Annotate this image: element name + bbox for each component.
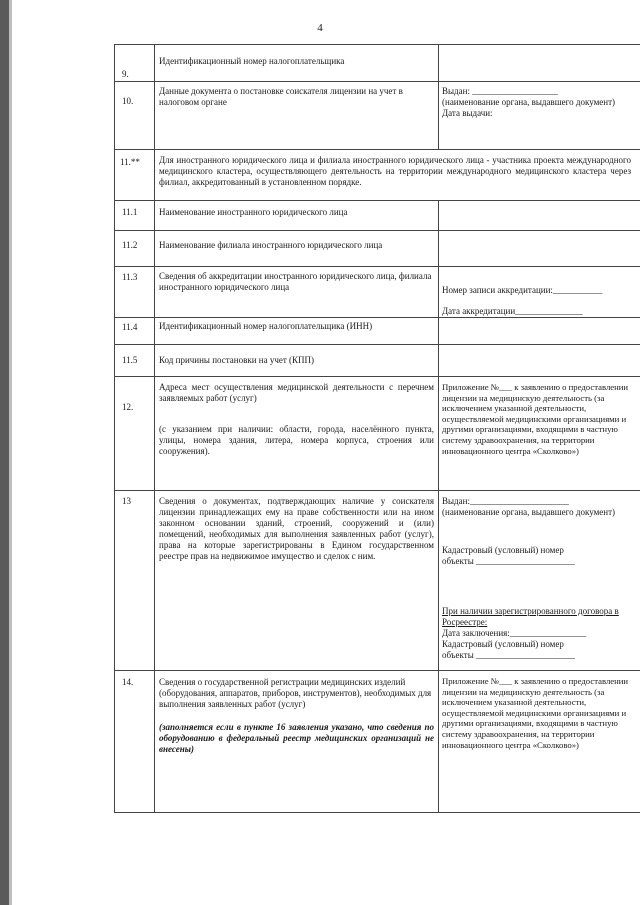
row-border: [114, 81, 640, 82]
row-number: 11.**: [120, 157, 140, 167]
field-note: (с указанием при наличии: области, города, населённого пункта, улицы, номера здания, литера, номера корпуса, строения или сооружения).: [159, 424, 434, 456]
section-header: Для иностранного юридического лица и филиала иностранного юридического лица - участника проекта международного медицинского кластера, осуществляющего деятельность на территории международного медицинского кластера через филиал, аккредитованный в установленном порядке.: [159, 155, 631, 187]
row-number: 12.: [122, 402, 134, 412]
row-border: [114, 317, 640, 318]
field-value: Дата заключения:_________________ Кадастровый (условный) номер объекты ______________________: [442, 628, 587, 660]
table-border-bottom: [114, 812, 640, 813]
row-border: [114, 266, 640, 267]
row-border: [114, 44, 640, 45]
field-value: Приложение №___ к заявлению о предоставлении лицензии на медицинскую деятельность (за исключением указанной деятельности, осуществляемой медицинскими организациями и другими организациями, входящими в частную систему здравоохранения, на территории инновационного центра «Сколково»): [442, 676, 629, 750]
field-value: Дата аккредитации_______________: [442, 306, 583, 316]
row-number: 11.1: [122, 207, 138, 217]
row-number: 11.3: [122, 272, 138, 282]
page-number: 4: [317, 22, 323, 34]
row-border: [114, 344, 640, 345]
scan-edge-light: [9, 0, 12, 905]
row-border: [114, 376, 640, 377]
field-label: Наименование иностранного юридического лица: [159, 207, 348, 217]
field-label: Данные документа о постановке соискателя лицензии на учет в налоговом органе: [159, 86, 403, 107]
field-note: (заполняется если в пункте 16 заявления указано, что сведения по оборудованию в федеральный реестр медицинских организаций не внесены): [159, 722, 434, 754]
field-value: Приложение №___ к заявлению о предоставлении лицензии на медицинскую деятельность (за исключением указанной деятельности, осуществляемой медицинскими организациями и другими организациями, входящими в частную систему здравоохранения, на территории инновационного центра «Сколково»): [442, 382, 629, 456]
field-value: Номер записи аккредитации:___________: [442, 285, 603, 295]
field-label: Наименование филиала иностранного юридического лица: [159, 240, 383, 250]
field-label: Сведения об аккредитации иностранного юридического лица, филиала иностранного юридического лица: [159, 271, 432, 292]
field-value: Кадастровый (условный) номер объекты ______________________: [442, 545, 575, 566]
row-number: 9.: [122, 69, 129, 79]
row-border: [114, 149, 640, 150]
scan-edge-dark: [0, 0, 9, 905]
row-number: 13: [122, 496, 131, 506]
column-divider-value: [438, 44, 439, 149]
row-border: [114, 230, 640, 231]
row-border: [114, 670, 640, 671]
field-label: Идентификационный номер налогоплательщика (ИНН): [159, 321, 373, 331]
field-value: Выдан:______________________ (наименование органа, выдавшего документ): [442, 496, 616, 517]
field-label: Сведения о государственной регистрации медицинских изделий (оборудования, аппаратов, приборов, инструментов), необходимых для выполнения заявленных работ (услуг): [159, 677, 432, 709]
field-label: Идентификационный номер налогоплательщика: [159, 56, 345, 66]
field-label: Код причины постановки на учет (КПП): [159, 355, 315, 365]
row-number: 14.: [122, 677, 134, 687]
column-divider-value: [438, 200, 439, 812]
table-border-left: [114, 44, 115, 812]
field-subheading: При наличии зарегистрированного договора в Росреестре:: [442, 606, 619, 627]
column-divider-num: [154, 44, 155, 812]
row-border: [114, 200, 640, 201]
field-label: Адреса мест осуществления медицинской деятельности с перечнем заявляемых работ (услуг): [159, 382, 434, 403]
field-value: Выдан: ___________________ (наименование органа, выдавшего документ) Дата выдачи:: [442, 86, 616, 118]
row-number: 10.: [122, 96, 134, 106]
row-number: 11.5: [122, 355, 138, 365]
field-label: Сведения о документах, подтверждающих наличие у соискателя лицензии принадлежащих ему на праве собственности или на ином законном основании зданий, строений, сооружений и (или) помещений, необходимых для выполнения заявленных работ (услуг), права на которые зарегистрированы в Едином государственном реестре прав на недвижимое имущество и сделок с ним.: [159, 496, 434, 561]
row-border: [114, 490, 640, 491]
row-number: 11.4: [122, 322, 138, 332]
row-number: 11.2: [122, 240, 138, 250]
